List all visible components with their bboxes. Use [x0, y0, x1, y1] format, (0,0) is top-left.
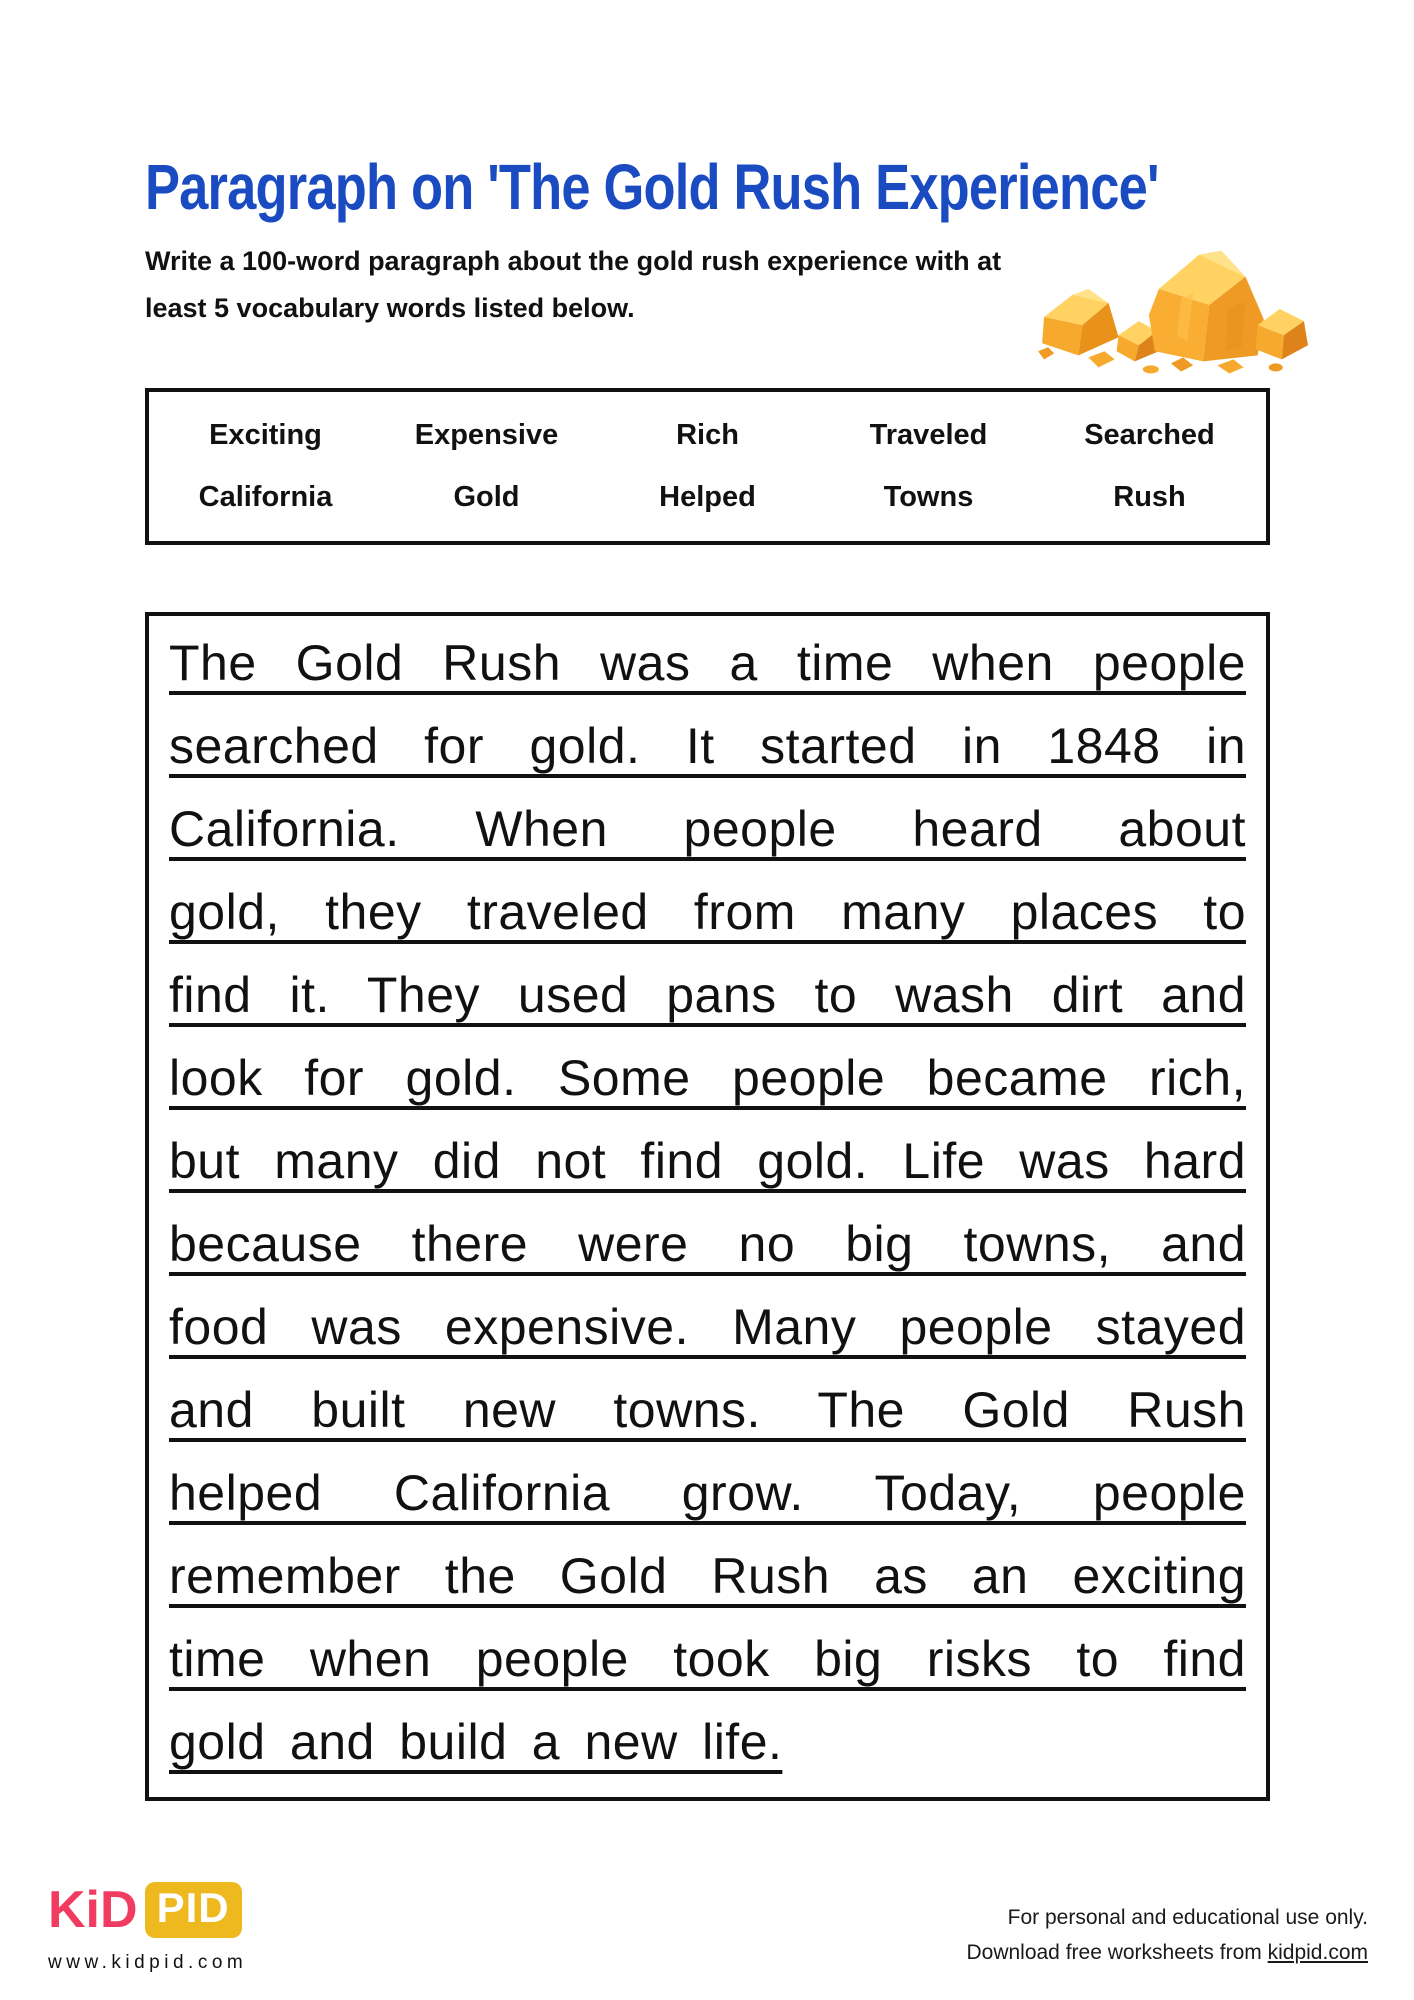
- footer-license: [966, 1900, 1368, 1970]
- paragraph-line: remember the Gold Rush as an exciting: [169, 1548, 1246, 1604]
- logo-pid-badge: [145, 1882, 242, 1938]
- vocab-word-towns: Towns: [883, 481, 974, 514]
- logo-website-url: www.kidpid.com: [48, 1952, 248, 1973]
- paragraph-line: California. When people heard about: [169, 801, 1246, 857]
- logo-pid-text: PID: [156, 1884, 230, 1931]
- logo-kid-text: KiD: [48, 1881, 138, 1939]
- page-title: Paragraph on 'The Gold Rush Experience': [145, 151, 1159, 223]
- paragraph-line: The Gold Rush was a time when people: [169, 635, 1246, 691]
- paragraph-line: but many did not find gold. Life was hard: [169, 1133, 1246, 1189]
- footer-license-line-2-prefix: Download free worksheets from: [966, 1941, 1268, 1964]
- vocab-word-searched: Searched: [1084, 418, 1215, 451]
- instructions-line-2: least 5 vocabulary words listed below.: [145, 293, 635, 323]
- vocabulary-box: [145, 388, 1270, 545]
- paragraph-line: because there were no big towns, and: [169, 1216, 1246, 1272]
- paragraph-line: find it. They used pans to wash dirt and: [169, 967, 1246, 1023]
- vocab-word-helped: Helped: [659, 481, 756, 514]
- paragraph-answer-box: [145, 612, 1270, 1801]
- vocab-word-rush: Rush: [1113, 481, 1186, 514]
- kidpid-logo: [48, 1880, 242, 1940]
- paragraph-line: look for gold. Some people became rich,: [169, 1050, 1246, 1106]
- vocab-word-expensive: Expensive: [414, 418, 559, 451]
- paragraph-line: and built new towns. The Gold Rush: [169, 1382, 1246, 1438]
- footer-license-line-1: For personal and educational use only.: [1007, 1906, 1368, 1929]
- vocab-word-rich: Rich: [676, 418, 739, 451]
- vocab-word-california: California: [198, 481, 333, 514]
- paragraph-line: helped California grow. Today, people: [169, 1465, 1246, 1521]
- footer-license-line-2: [966, 1935, 1368, 1970]
- vocab-word-gold: Gold: [453, 481, 520, 514]
- paragraph-line: gold and build a new life.: [169, 1714, 783, 1770]
- vocab-word-traveled: Traveled: [869, 418, 988, 451]
- vocab-word-exciting: Exciting: [209, 418, 322, 451]
- paragraph-line: gold, they traveled from many places to: [169, 884, 1246, 940]
- instructions-line-1: Write a 100-word paragraph about the gold rush experience with at: [145, 246, 1002, 276]
- paragraph-line: food was expensive. Many people stayed: [169, 1299, 1246, 1355]
- instructions: [145, 238, 1001, 332]
- kidpid-link[interactable]: kidpid.com: [1267, 1941, 1368, 1964]
- gold-nuggets-illustration: [1030, 238, 1312, 380]
- paragraph-line: searched for gold. It started in 1848 in: [169, 718, 1246, 774]
- paragraph-line: time when people took big risks to find: [169, 1631, 1246, 1687]
